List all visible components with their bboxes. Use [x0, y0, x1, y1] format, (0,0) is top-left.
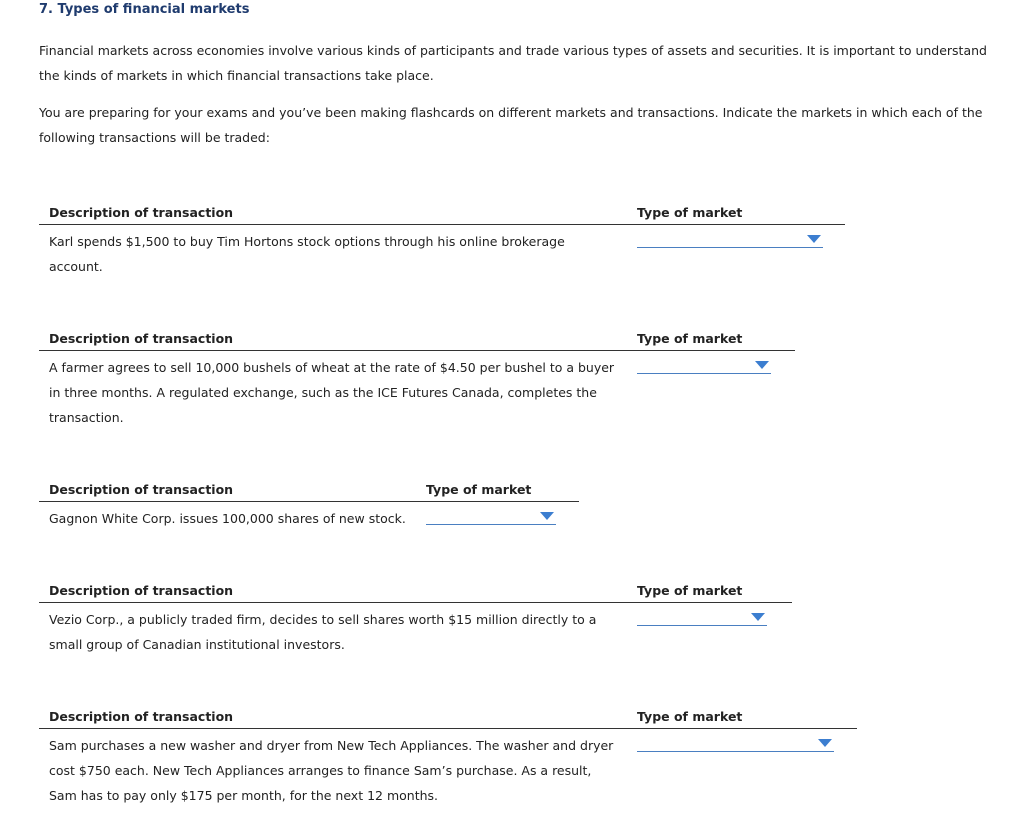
market-header: Type of market: [627, 704, 857, 729]
market-cell: [627, 603, 792, 658]
market-dropdown-2[interactable]: [637, 359, 771, 374]
market-cell: [627, 351, 795, 431]
caret-down-icon: [540, 512, 554, 520]
market-cell: [627, 225, 845, 280]
caret-down-icon: [755, 361, 769, 369]
transaction-description: Sam purchases a new washer and dryer from New Tech Appliances. The washer and dryer cost $750 each. New Tech Appliances arranges to finance Sam’s purchase. As a result, Sam has to pay only $175 per month, for the next 12 months.: [49, 738, 614, 803]
market-header: Type of market: [416, 477, 579, 502]
market-header: Type of market: [627, 200, 845, 225]
market-cell: [416, 502, 579, 534]
market-dropdown-1[interactable]: [637, 233, 823, 248]
transaction-table-2: [39, 326, 795, 430]
transaction-description: Gagnon White Corp. issues 100,000 shares of new stock.: [49, 511, 406, 526]
intro-paragraph: Financial markets across economies involve various kinds of participants and trade various types of assets and securities. It is important to understand the kinds of markets in which financial transactions take place.: [39, 43, 987, 83]
transaction-table-4: [39, 578, 792, 657]
description-header: Description of transaction: [39, 200, 627, 225]
caret-down-icon: [807, 235, 821, 243]
caret-down-icon: [751, 613, 765, 621]
transaction-table-5: [39, 704, 857, 808]
market-dropdown-5[interactable]: [637, 737, 834, 752]
description-header: Description of transaction: [39, 704, 627, 729]
market-header: Type of market: [627, 326, 795, 351]
market-header: Type of market: [627, 578, 792, 603]
description-header: Description of transaction: [39, 578, 627, 603]
caret-down-icon: [818, 739, 832, 747]
description-header: Description of transaction: [39, 326, 627, 351]
market-cell: [627, 729, 857, 809]
description-header: Description of transaction: [39, 477, 416, 502]
transaction-description: Karl spends $1,500 to buy Tim Hortons stock options through his online brokerage account.: [49, 234, 565, 274]
transaction-description: A farmer agrees to sell 10,000 bushels of wheat at the rate of $4.50 per bushel to a buyer in three months. A regulated exchange, such as the ICE Futures Canada, completes the transaction.: [49, 360, 615, 425]
market-dropdown-3[interactable]: [426, 510, 556, 525]
transaction-table-1: [39, 200, 845, 279]
transaction-description: Vezio Corp., a publicly traded firm, decides to sell shares worth $15 million directly to a small group of Canadian institutional investors.: [49, 612, 597, 652]
instructions-paragraph: You are preparing for your exams and you’ve been making flashcards on different markets and transactions. Indicate the markets in which each of the following transactions will be traded:: [39, 105, 983, 145]
transaction-table-3: [39, 477, 579, 533]
section-title: 7. Types of financial markets: [39, 2, 250, 17]
market-dropdown-4[interactable]: [637, 611, 767, 626]
